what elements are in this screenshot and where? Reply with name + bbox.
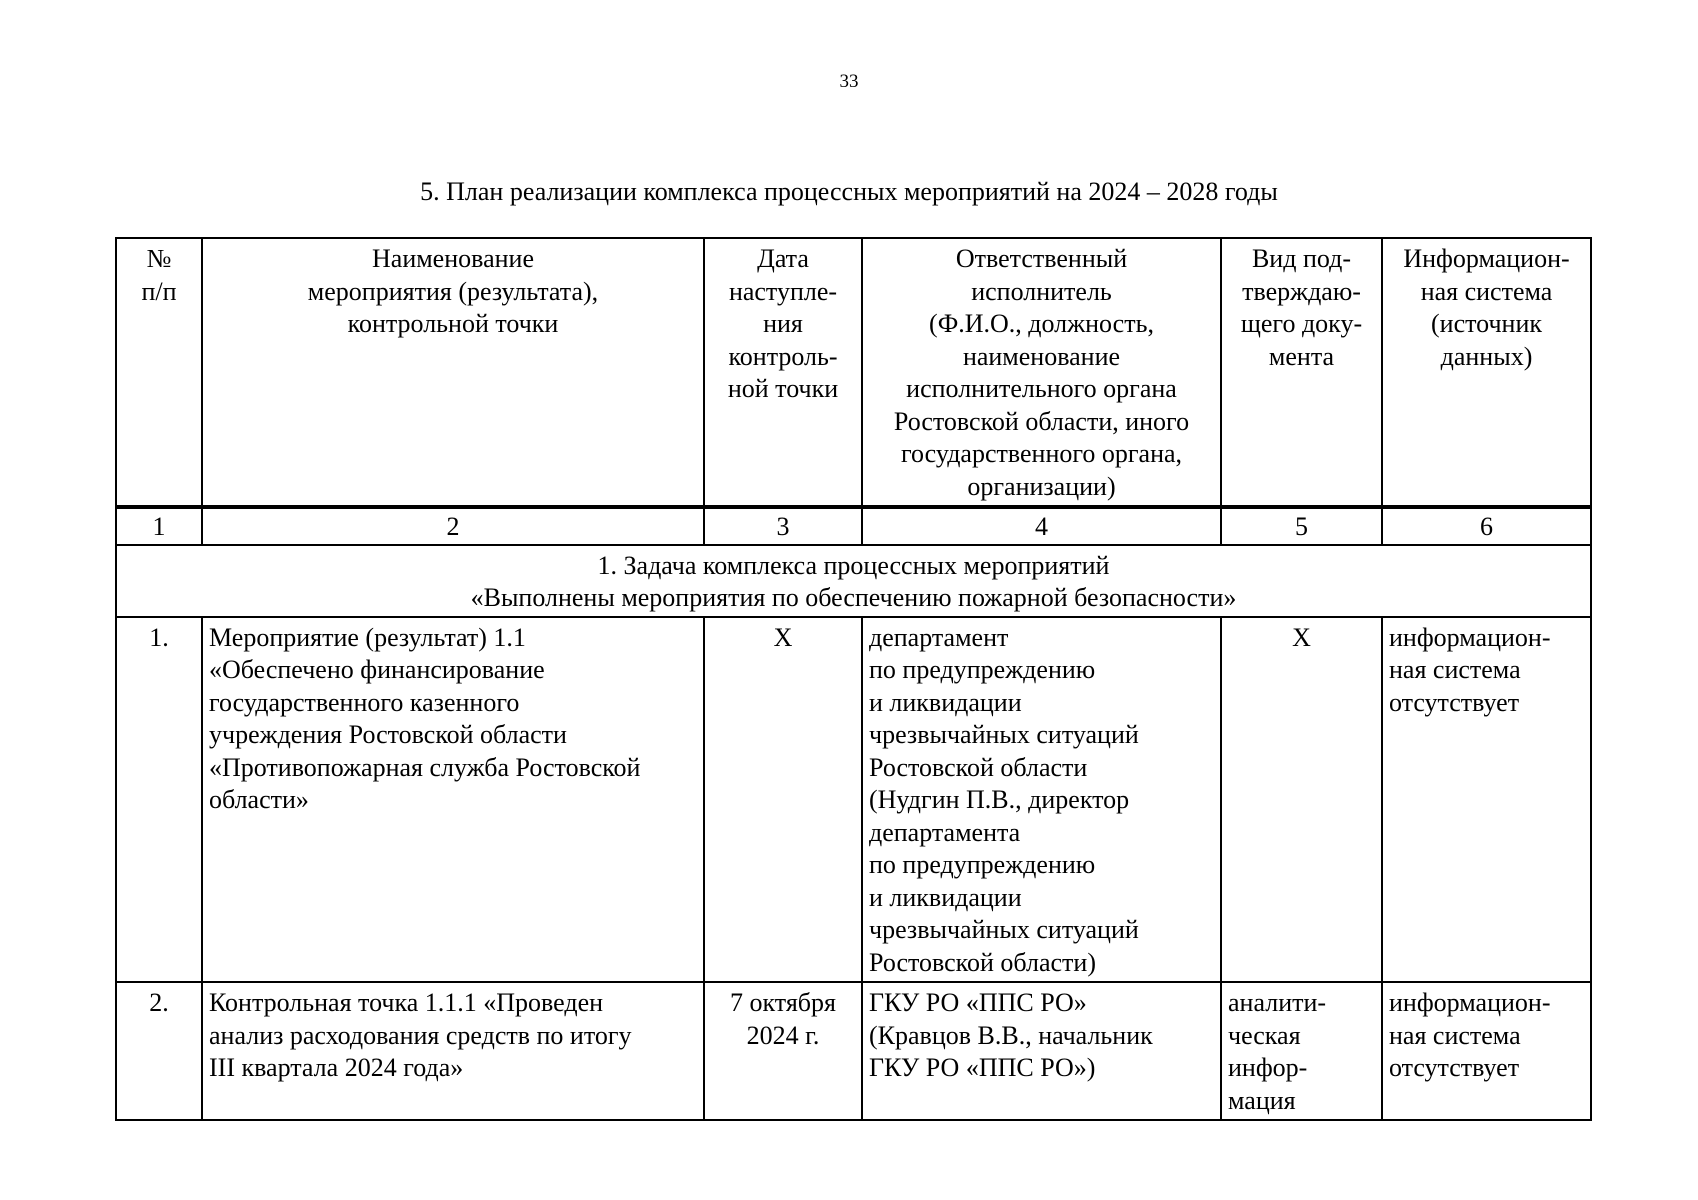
cell-text-line: ческая: [1228, 1020, 1301, 1050]
cell-text-line: ная система: [1389, 655, 1521, 684]
cell-text-line: учреждения Ростовской области: [209, 720, 567, 749]
header-text-line: ная система: [1420, 276, 1553, 306]
header-text-line: Вид под-: [1251, 244, 1352, 273]
cell-text-line: (Нудгин П.В., директор: [869, 785, 1130, 814]
header-text-line: наименование: [962, 341, 1121, 371]
cell-text-line: ная система: [1389, 1020, 1521, 1050]
cell-text-line: по предупреждению: [869, 850, 1096, 879]
row-doc-type-cell: [1221, 982, 1382, 1120]
cell-text-line: и ликвидации: [869, 882, 1022, 912]
task-heading-row: [116, 545, 1591, 617]
row-info-system-cell: [1382, 982, 1591, 1120]
header-text-line: ной точки: [727, 374, 839, 403]
document-title: 5. План реализации комплекса процессных мероприятий на 2024 – 2028 годы: [420, 177, 1278, 206]
header-text-line: (источник: [1431, 309, 1542, 338]
cell-text-line: департамент: [869, 622, 1009, 652]
cell-text-line: ГКУ РО «ППС РО»): [869, 1053, 1096, 1082]
row-number-cell: 1.: [116, 617, 202, 983]
cell-text-line: отсутствует: [1389, 687, 1520, 717]
header-text-line: щего доку-: [1240, 309, 1363, 338]
row-name-cell: [202, 617, 704, 983]
header-text-line: организации): [967, 471, 1116, 501]
column-number-cell: 1: [116, 507, 202, 545]
header-text-line: ния: [763, 309, 803, 338]
header-responsible-cell: [862, 238, 1221, 507]
column-number-row: [116, 507, 1591, 545]
header-text-line: Ответственный: [955, 244, 1128, 273]
cell-text-line: Ростовской области: [869, 752, 1088, 782]
header-text-line: №: [146, 244, 172, 273]
task-heading-cell: [116, 545, 1591, 617]
header-number-cell: [116, 238, 202, 507]
cell-text-line: Х: [773, 622, 793, 652]
cell-text-line: департамента: [869, 817, 1021, 847]
cell-text-line: анализ расходования средств по итогу: [209, 1020, 632, 1050]
cell-text-line: области»: [209, 785, 309, 814]
cell-text-line: 7 октября: [730, 988, 836, 1017]
column-number-cell: 2: [202, 507, 704, 545]
row-responsible-cell: [862, 617, 1221, 983]
cell-text-line: государственного казенного: [209, 687, 520, 717]
cell-text-line: чрезвычайных ситуаций: [869, 915, 1139, 944]
header-text-line: п/п: [141, 276, 177, 306]
header-text-line: исполнительного органа: [906, 374, 1177, 403]
cell-text-line: Контрольная точка 1.1.1 «Проведен: [209, 988, 604, 1017]
header-text-line: мента: [1268, 341, 1335, 371]
header-text-line: государственного органа,: [900, 439, 1183, 468]
row-doc-type-cell: [1221, 617, 1382, 983]
cell-text-line: и ликвидации: [869, 687, 1022, 717]
cell-text-line: 2024 г.: [746, 1020, 820, 1050]
header-text-line: Информацион-: [1403, 244, 1570, 273]
header-text-line: Ростовской области, иного: [893, 406, 1190, 436]
header-text-line: наступле-: [728, 276, 838, 306]
cell-text-line: инфор-: [1228, 1053, 1308, 1082]
header-name-cell: [202, 238, 704, 507]
row-number-cell: 2.: [116, 982, 202, 1120]
row-info-system-cell: [1382, 617, 1591, 983]
row-name-cell: [202, 982, 704, 1120]
header-text-line: контроль-: [728, 341, 838, 371]
task-heading-line: «Выполнены мероприятия по обеспечению пожарной безопасности»: [470, 583, 1237, 612]
cell-text-line: информацион-: [1389, 988, 1551, 1017]
cell-text-line: III квартала 2024 года»: [209, 1053, 464, 1082]
header-text-line: данных): [1440, 341, 1533, 371]
cell-text-line: (Кравцов В.В., начальник: [869, 1020, 1153, 1050]
row-date-cell: [704, 982, 862, 1120]
cell-text-line: мация: [1228, 1085, 1296, 1115]
header-text-line: исполнитель: [971, 276, 1112, 306]
header-text-line: тверждаю-: [1242, 276, 1361, 306]
cell-text-line: ГКУ РО «ППС РО»: [869, 988, 1087, 1017]
header-info-system-cell: [1382, 238, 1591, 507]
cell-text-line: Мероприятие (результат) 1.1: [209, 622, 526, 652]
task-heading-line: 1. Задача комплекса процессных мероприятий: [597, 550, 1110, 580]
header-date-cell: [704, 238, 862, 507]
page-number: 33: [839, 71, 859, 92]
cell-text-line: «Противопожарная служба Ростовской: [209, 752, 641, 782]
row-date-cell: [704, 617, 862, 983]
cell-text-line: информацион-: [1389, 622, 1551, 652]
header-text-line: (Ф.И.О., должность,: [929, 309, 1154, 338]
header-text-line: Дата: [757, 244, 809, 273]
plan-table: [115, 237, 1592, 1121]
cell-text-line: Х: [1292, 622, 1311, 652]
header-text-line: Наименование: [372, 244, 534, 273]
table-header-row: [116, 238, 1591, 507]
table-row: [116, 617, 1591, 983]
column-number-cell: 3: [704, 507, 862, 545]
cell-text-line: по предупреждению: [869, 655, 1096, 684]
cell-text-line: отсутствует: [1389, 1053, 1520, 1082]
column-number-cell: 5: [1221, 507, 1382, 545]
row-responsible-cell: [862, 982, 1221, 1120]
table-row: [116, 982, 1591, 1120]
header-text-line: контрольной точки: [347, 309, 559, 338]
cell-text-line: аналити-: [1228, 988, 1327, 1017]
column-number-cell: 6: [1382, 507, 1591, 545]
cell-text-line: Ростовской области): [869, 947, 1096, 977]
header-text-line: мероприятия (результата),: [307, 276, 599, 306]
column-number-cell: 4: [862, 507, 1221, 545]
cell-text-line: чрезвычайных ситуаций: [869, 720, 1139, 749]
cell-text-line: «Обеспечено финансирование: [209, 655, 545, 684]
header-doc-type-cell: [1221, 238, 1382, 507]
